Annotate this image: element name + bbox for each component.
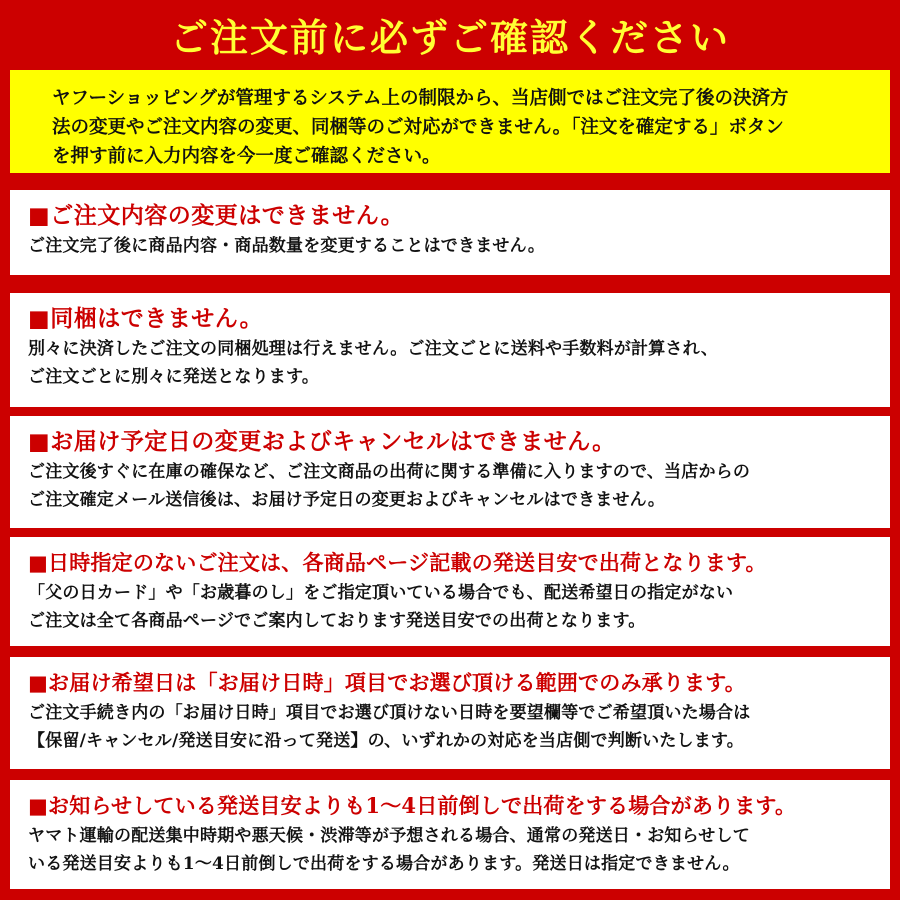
section-line: 【保留/キャンセル/発送目安に沿って発送】の、いずれかの対応を当店側で判断いたします。: [28, 731, 744, 751]
notice-box: [10, 70, 890, 173]
section-heading: ■ご注文内容の変更はできません。: [28, 202, 405, 229]
notice-line: ヤフーショッピングが管理するシステム上の制限から、当店側ではご注文完了後の決済方: [52, 88, 789, 109]
section-line: いる発送目安よりも1～4日前倒しで出荷をする場合があります。発送日は指定できません。: [28, 854, 740, 874]
section-heading: ■お届け希望日は「お届け日時」項目でお選び頂ける範囲でのみ承ります。: [28, 670, 746, 695]
section-bundling: [10, 293, 890, 407]
section-line: ご注文確定メール送信後は、お届け予定日の変更およびキャンセルはできません。: [28, 490, 666, 510]
section-heading: ■お届け予定日の変更およびキャンセルはできません。: [28, 428, 616, 455]
section-line: ご注文手続き内の「お届け日時」項目でお選び頂けない日時を要望欄等でご希望頂いた場合は: [28, 703, 751, 723]
section-line: ヤマト運輸の配送集中時期や悪天候・渋滞等が予想される場合、通常の発送日・お知らせして: [28, 826, 750, 846]
notice-line: 法の変更やご注文内容の変更、同梱等のご対応ができません。「注文を確定する」ボタン: [52, 117, 784, 138]
section-line: ご注文ごとに別々に発送となります。: [28, 367, 320, 387]
page-title: ご注文前に必ずご確認ください: [169, 15, 730, 60]
section-line: ご注文後すぐに在庫の確保など、ご注文商品の出荷に関する準備に入りますので、当店からの: [28, 462, 751, 482]
section-delivery-date-range: [10, 657, 890, 769]
section-heading: ■同梱はできません。: [28, 305, 264, 332]
section-line: 別々に決済したご注文の同梱処理は行えません。ご注文ごとに送料や手数料が計算され、: [28, 339, 719, 359]
section-line: 「父の日カード」や「お歳暮のし」をご指定頂いている場合でも、配送希望日の指定がない: [28, 583, 734, 603]
section-order-change: [10, 190, 890, 275]
section-heading: ■日時指定のないご注文は、各商品ページ記載の発送目安で出荷となります。: [28, 550, 767, 575]
section-heading: ■お知らせしている発送目安よりも1～4日前倒しで出荷をする場合があります。: [28, 793, 797, 818]
section-no-date-specified: [10, 537, 890, 646]
section-line: ご注文完了後に商品内容・商品数量を変更することはできません。: [28, 236, 546, 256]
section-line: ご注文は全て各商品ページでご案内しております発送目安での出荷となります。: [28, 611, 646, 631]
section-delivery-cancel: [10, 416, 890, 528]
section-early-shipping: [10, 780, 890, 889]
notice-line: を押す前に入力内容を今一度ご確認ください。: [52, 146, 441, 167]
